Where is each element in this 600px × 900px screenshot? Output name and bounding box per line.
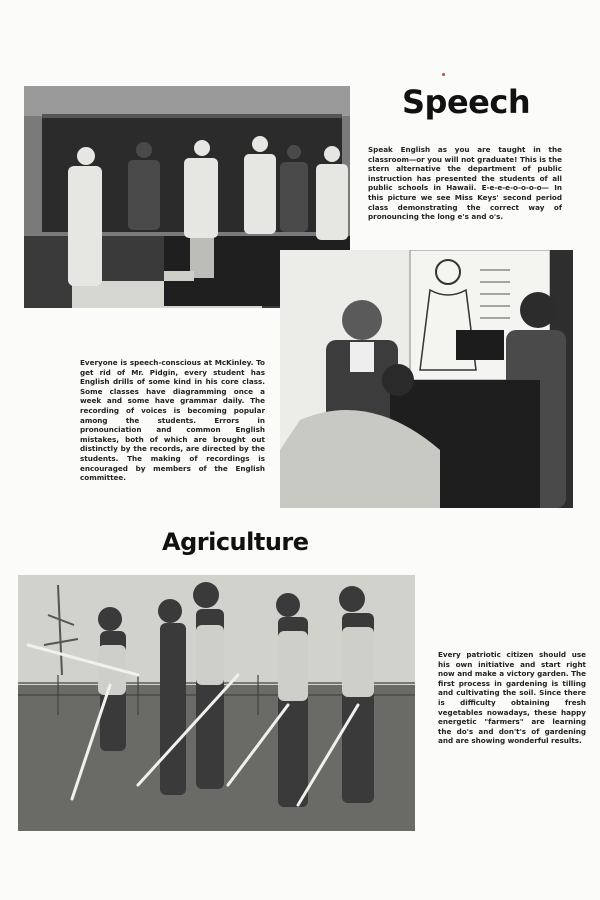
ink-dot [442,73,445,76]
speech-classroom-caption: Speak English as you are taught in the classroom—or you will not graduate! This is the stern alternative the department of public instruction has presented the students of all public schools in Hawaii. E-e-e-e-o-o-o-o— In this picture we see Miss Keys' second period class demonstrating the correct way of pronouncing the long e's and o's. [368,145,562,222]
agriculture-title: Agriculture [162,528,309,556]
speech-recording-caption: Everyone is speech-conscious at McKinley. To get rid of Mr. Pidgin, every student has English drills of some kind in his core class. Some classes have diagramming once a week and some have grammar daily. The recording of voices is becoming popular among the students. Errors in pronounciation and common English mistakes, both of which are brought out distinctly by the records, are directed by the students. The making of recordings is encouraged by members of the English committee. [80,358,265,483]
speech-title: Speech [402,83,531,121]
recording-photo [280,250,573,508]
garden-photo [18,575,415,831]
agriculture-caption: Every patriotic citizen should use his own initiative and start right now and make a victory garden. The first process in gardening is tilling and cultivating the soil. Since there is difficulty obtaining fresh vegetables nowadays, these happy energetic "farmers" are learning the do's and don't's of gardening and are showing wonderful results. [438,650,586,746]
